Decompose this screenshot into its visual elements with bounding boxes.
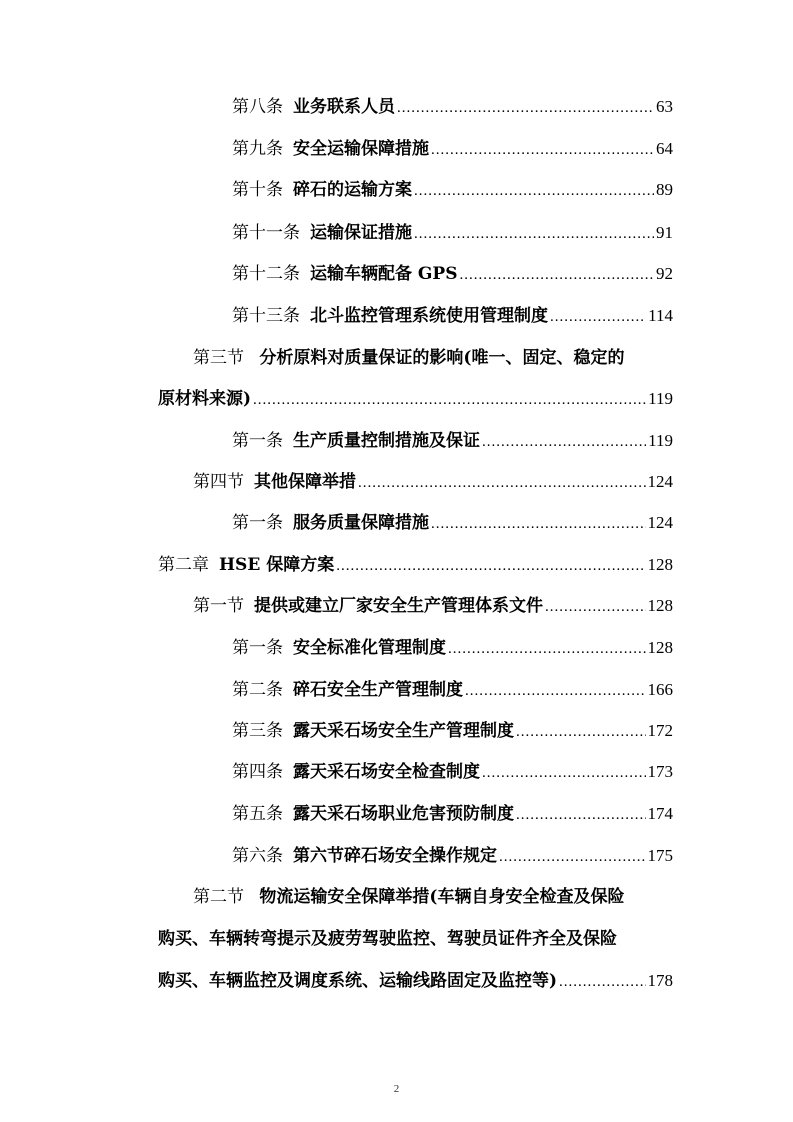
toc-entry-page: 124	[647, 472, 673, 491]
toc-entry-number: 第二条	[232, 680, 283, 700]
toc-entry[interactable]	[232, 175, 673, 205]
toc-entry-page: 92	[656, 264, 673, 283]
toc-entry-multiline-start[interactable]	[193, 882, 673, 912]
toc-entry-page: 172	[647, 721, 673, 740]
toc-entry-number: 第一条	[232, 513, 283, 533]
dot-leader	[465, 676, 646, 706]
toc-entry-page: 128	[647, 596, 673, 615]
toc-entry[interactable]	[193, 467, 673, 497]
dot-leader	[414, 219, 654, 249]
toc-entry-page: 91	[656, 223, 673, 242]
toc-entry-continuation[interactable]	[158, 966, 673, 996]
toc-entry-title: 碎石安全生产管理制度	[293, 680, 463, 700]
dot-leader	[358, 468, 646, 498]
toc-entry-page: 63	[656, 97, 673, 116]
toc-entry[interactable]	[232, 301, 673, 331]
toc-entry-number: 第九条	[232, 139, 283, 159]
toc-entry-title: 其他保障举措	[254, 472, 356, 492]
toc-entry-title: 露天采石场安全检查制度	[293, 762, 480, 782]
toc-entry-title: 服务质量保障措施	[293, 513, 429, 533]
toc-entry-title-continued: 原材料来源)	[158, 389, 252, 409]
toc-entry[interactable]	[232, 426, 673, 456]
toc-entry-number: 第十一条	[232, 223, 300, 243]
toc-entry-multiline-start[interactable]	[193, 343, 673, 373]
dot-leader	[559, 967, 645, 997]
toc-entry-title: 生产质量控制措施及保证	[293, 431, 480, 451]
dot-leader	[253, 385, 646, 415]
toc-entry-title: 碎石的运输方案	[293, 180, 412, 200]
dot-leader	[482, 758, 646, 788]
toc-entry-number: 第四节	[193, 472, 244, 492]
toc-entry[interactable]	[232, 757, 673, 787]
toc-entry-page: 119	[648, 431, 673, 450]
dot-leader	[499, 842, 646, 872]
toc-entry-title: 运输保证措施	[310, 223, 412, 243]
toc-entry-continuation[interactable]	[158, 384, 673, 414]
dot-leader	[397, 93, 654, 123]
toc-entry-title: 露天采石场安全生产管理制度	[293, 721, 514, 741]
toc-entry[interactable]	[232, 92, 673, 122]
toc-entry[interactable]	[232, 134, 673, 164]
toc-entry-number: 第二节	[193, 887, 244, 907]
toc-entry-title: 北斗监控管理系统使用管理制度	[310, 306, 548, 326]
toc-entry[interactable]	[232, 675, 673, 705]
toc-entry-number: 第五条	[232, 804, 283, 824]
toc-entry[interactable]	[232, 841, 673, 871]
toc-entry-page: 175	[647, 846, 673, 865]
toc-entry-number: 第三节	[193, 348, 244, 368]
toc-entry-page: 174	[647, 804, 673, 823]
toc-entry[interactable]	[193, 591, 673, 621]
dot-leader	[550, 302, 646, 332]
dot-leader	[516, 717, 646, 747]
dot-leader	[482, 427, 646, 457]
toc-entry-number: 第一节	[193, 596, 244, 616]
dot-leader	[516, 800, 646, 830]
toc-entry-chapter[interactable]	[158, 550, 673, 580]
toc-entry-title-continued: 购买、车辆转弯提示及疲劳驾驶监控、驾驶员证件齐全及保险	[158, 929, 617, 949]
toc-entry-title: 露天采石场职业危害预防制度	[293, 804, 514, 824]
toc-entry-title-continued: 购买、车辆监控及调度系统、运输线路固定及监控等)	[158, 971, 558, 991]
dot-leader	[460, 260, 655, 290]
toc-entry-title: 第六节碎石场安全操作规定	[293, 846, 497, 866]
toc-entry-page: 178	[647, 971, 673, 990]
toc-entry[interactable]	[232, 259, 673, 289]
toc-entry-number: 第一条	[232, 638, 283, 658]
dot-leader	[545, 592, 646, 622]
toc-entry-page: 124	[647, 513, 673, 532]
toc-entry-page: 89	[656, 180, 673, 199]
toc-entry-page: 114	[648, 306, 673, 325]
toc-entry-number: 第十三条	[232, 306, 300, 326]
toc-entry-title: HSE 保障方案	[219, 555, 335, 575]
page-number: 2	[393, 1083, 400, 1095]
toc-entry-title: 业务联系人员	[293, 97, 395, 117]
dot-leader	[414, 176, 654, 206]
toc-entry-number: 第一条	[232, 431, 283, 451]
toc-entry[interactable]	[232, 218, 673, 248]
toc-entry-page: 166	[647, 680, 673, 699]
toc-entry-continuation[interactable]	[158, 924, 673, 954]
toc-entry-number: 第十条	[232, 180, 283, 200]
toc-entry[interactable]	[232, 633, 673, 663]
dot-leader	[448, 634, 646, 664]
toc-entry-title: 分析原料对质量保证的影响(唯一、固定、稳定的	[259, 348, 625, 368]
toc-entry-title: 安全运输保障措施	[293, 139, 429, 159]
toc-entry-page: 64	[656, 139, 673, 158]
toc-entry-number: 第二章	[158, 555, 209, 575]
toc-entry[interactable]	[232, 716, 673, 746]
toc-entry-number: 第六条	[232, 846, 283, 866]
toc-entry-title: 提供或建立厂家安全生产管理体系文件	[254, 596, 543, 616]
toc-entry-number: 第八条	[232, 97, 283, 117]
toc-entry-title: 运输车辆配备 GPS	[310, 264, 458, 284]
toc-entry-title: 安全标准化管理制度	[293, 638, 446, 658]
toc-entry-title: 物流运输安全保障举措(车辆自身安全检查及保险	[259, 887, 625, 907]
toc-entry-page: 128	[647, 638, 673, 657]
toc-entry-page: 128	[647, 555, 673, 574]
toc-entry-number: 第四条	[232, 762, 283, 782]
toc-entry-number: 第十二条	[232, 264, 300, 284]
toc-entry-page: 119	[648, 389, 673, 408]
toc-entry[interactable]	[232, 508, 673, 538]
toc-entry-page: 173	[647, 762, 673, 781]
toc-entry[interactable]	[232, 799, 673, 829]
dot-leader	[431, 135, 654, 165]
dot-leader	[336, 551, 645, 581]
toc-entry-number: 第三条	[232, 721, 283, 741]
dot-leader	[431, 509, 646, 539]
